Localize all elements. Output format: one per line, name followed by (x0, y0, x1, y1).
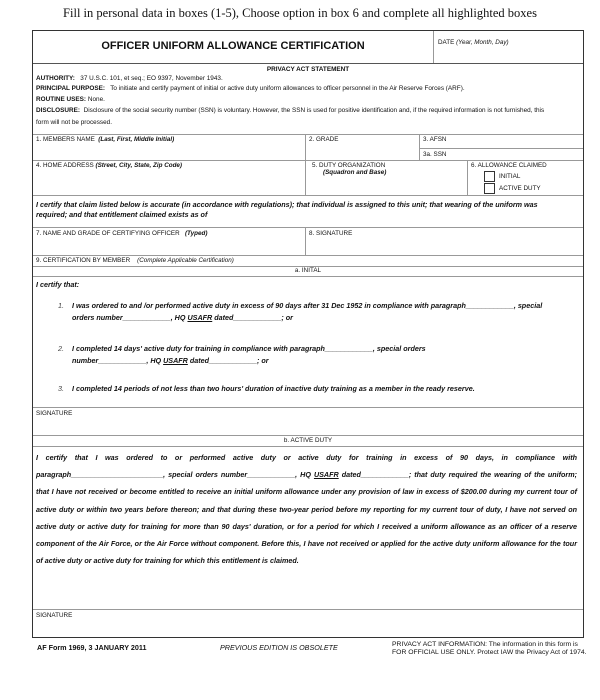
duty-org-field[interactable] (312, 162, 386, 176)
form-id: AF Form 1969, 3 JANUARY 2011 (37, 643, 147, 652)
item-number: 2. (58, 344, 64, 353)
active-text: I certify that I was ordered to or performed active duty or active duty for training in excess of 90 days, in compliance with paragraph_______________________, special orders number____________, HQ (36, 453, 577, 480)
active-signature-field[interactable]: SIGNATURE (36, 612, 73, 619)
checkbox-initial[interactable] (484, 171, 495, 182)
privacy-statement (36, 73, 556, 129)
initial-checkbox[interactable] (484, 171, 520, 182)
initial-label: INITIAL (499, 173, 521, 181)
certify-statement: I certify that claim listed below is accurate (in accordance with regulations); that individual is assigned to this unit; that wearing of the uniform was required; and that entitlement claimed exists as of (36, 200, 538, 219)
initial-signature-field[interactable]: SIGNATURE (36, 410, 73, 417)
instruction-text: Fill in personal data in boxes (1-5), Choose option in box 6 and complete all highlighted boxes (63, 6, 537, 20)
certification-by-member-label (36, 257, 234, 264)
disclosure-label: DISCLOSURE: (36, 107, 81, 114)
certifying-officer-field[interactable] (36, 230, 207, 237)
usafr: USAFR (313, 470, 339, 480)
ssn-field[interactable]: 3a. SSN (423, 151, 447, 158)
home-address-field[interactable] (36, 162, 182, 169)
active-duty-heading: b. ACTIVE DUTY (283, 437, 333, 444)
f9-label: 9. CERTIFICATION BY MEMBER (36, 257, 131, 264)
initial-item-1 (58, 300, 562, 323)
form (32, 30, 584, 638)
date-field[interactable] (438, 39, 509, 46)
date-label: DATE (438, 39, 455, 46)
active-duty-checkbox[interactable] (484, 183, 541, 194)
f7-hint: (Typed) (184, 230, 208, 237)
item-text: I was ordered to and /or performed active duty in excess of 90 days after 31 Dec 1952 in compliance with paragraph____________, special orders number____________, HQ (72, 301, 543, 322)
initial-item-3 (58, 383, 532, 395)
f4-hint: (Street, City, State, Zip Code) (95, 162, 183, 169)
usafr: USAFR (163, 355, 188, 365)
f5-hint: (Squadron and Base) (323, 169, 387, 176)
authority-text: 37 U.S.C. 101, et seq.; EO 9397, November 1943. (80, 75, 223, 82)
f1-label: 1. MEMBERS NAME (36, 136, 95, 143)
checkbox-active-duty[interactable] (484, 183, 495, 194)
initial-intro: I certify that: (36, 280, 80, 289)
active-duty-label: ACTIVE DUTY (499, 185, 541, 193)
privacy-heading: PRIVACY ACT STATEMENT (266, 66, 350, 73)
item-text-end: dated____________; or (187, 355, 269, 365)
f5-label: 5. DUTY ORGANIZATION (312, 162, 386, 169)
afsn-field[interactable]: 3. AFSN (423, 136, 447, 143)
date-hint: (Year, Month, Day) (456, 39, 509, 46)
obsolete-notice: PREVIOUS EDITION IS OBSOLETE (220, 643, 338, 652)
initial-heading: a. INITAL (294, 267, 322, 274)
item-text: I completed 14 periods of not less than two hours' duration of inactive duty training as a member in the ready reserve. (72, 384, 475, 393)
initial-item-2 (58, 343, 472, 366)
item-number: 3. (58, 384, 64, 393)
item-number: 1. (58, 301, 64, 310)
routine-label: ROUTINE USES: (36, 96, 87, 103)
active-text-end: dated____________; that duty required the wearing of the uniform; that I have not received or become entitled to receive an initial uniform allowance under any provision of law in excess of $200.00 during my current tour of active duty or within two years before thereon; and that during these two-year period before my reporting for my current tour of duty, I have not served on active duty or active duty for training for more than 90 days' duration, or for a period for which I received a uniform allowance as an officer of a reserve component of the Air Force, or the Air Force without component. Before this, I have not received or applied for the active duty uniform allowance for the tour of active duty or active duty for training for which this entitlement is claimed. (36, 470, 577, 566)
grade-field[interactable]: 2. GRADE (309, 136, 339, 143)
disclosure-text: Disclosure of the social security number (SSN) is voluntary. However, the SSN is used for positive identification and, if the required information is not furnished, this form will not be processed. (36, 107, 545, 126)
privacy-info: PRIVACY ACT INFORMATION: The information in this form is FOR OFFICIAL USE ONLY. Protect IAW the Privacy Act of 1974. (392, 641, 587, 656)
active-duty-statement (36, 449, 577, 569)
purpose-text: To initiate and certify payment of initial or active duty uniform allowances to officer personnel in the Air Reserve Forces (ARF). (110, 85, 465, 92)
allowance-claimed-label: 6. ALLOWANCE CLAIMED (471, 162, 547, 169)
f9-hint: (Complete Applicable Certification) (137, 257, 234, 264)
members-name-field[interactable] (36, 136, 174, 143)
purpose-label: PRINCIPAL PURPOSE: (36, 85, 106, 92)
form-title: OFFICER UNIFORM ALLOWANCE CERTIFICATION (101, 40, 365, 52)
signature-field[interactable]: 8. SIGNATURE (309, 230, 353, 237)
routine-text: None. (87, 96, 105, 103)
authority-label: AUTHORITY: (36, 75, 75, 82)
f7-label: 7. NAME AND GRADE OF CERTIFYING OFFICER (36, 230, 180, 237)
item-text: I completed 14 days' active duty for training in compliance with paragraph____________, special orders number____________, HQ (72, 344, 426, 365)
item-text-end: dated____________; or (212, 312, 293, 322)
f4-label: 4. HOME ADDRESS (36, 162, 94, 169)
f1-hint: (Last, First, Middle Initial) (98, 136, 175, 143)
usafr: USAFR (187, 312, 213, 322)
